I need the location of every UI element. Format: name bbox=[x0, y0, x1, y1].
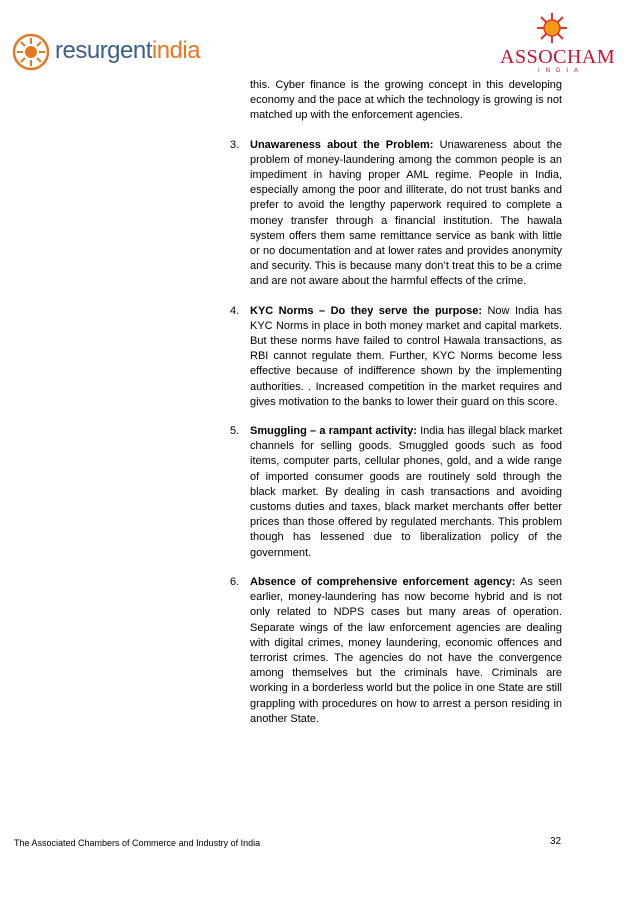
item-number: 6. bbox=[230, 575, 240, 588]
assocham-logo bbox=[500, 12, 626, 72]
item-body bbox=[250, 304, 562, 410]
list-item bbox=[230, 575, 562, 727]
item-text: Unawareness about the problem of money-laundering among the common people is an impediment in having proper AML regime. People in India, especially among the poor and illiterate, do not trust banks and prefer to avoid the lengthy paperwork required to complete a money transfer through a financial institution. The hawala system offers them same remittance service as bank with little or no documentation and at lower rates and provides anonymity and security. This is because many don’t treat this to be a crime and are not aware about the harmful effects of the crime. bbox=[250, 138, 562, 288]
sun-emblem-icon bbox=[12, 33, 50, 71]
assocham-subtitle: INDIA bbox=[538, 68, 585, 74]
intro-paragraph: this. Cyber finance is the growing concept in this developing economy and the pace at which the technology is growing is not matched up with the enforcement agencies. bbox=[250, 79, 562, 122]
item-heading: Smuggling – a rampant activity: bbox=[250, 425, 417, 438]
item-body bbox=[250, 138, 562, 290]
list-item bbox=[230, 138, 562, 290]
item-text: India has illegal black market channels for selling goods. Smuggled goods such as food items, computer parts, cellular phones, gold, and a wide range of imported consumer goods are routinely sold through the black market. By dealing in cash transactions and avoiding customs duties and taxes, black market merchants offer better prices than those offered by regulated merchants. This problem though has lessened due to liberalization policy of the government. bbox=[250, 425, 562, 559]
item-text: As seen earlier, money-laundering has now become hybrid and is not only related to NDPS cases but many areas of operation. Separate wings of the law enforcement agencies are dealing with digital crimes, money laundering, economic offences and terrorist crimes. The agencies do not have the convergence among themselves but the criminals have. Criminals are working in a borderless world but the police in one State are still grappling with procedures on how to arrest a person residing in another State. bbox=[250, 575, 562, 725]
item-number: 3. bbox=[230, 138, 240, 151]
list-item bbox=[230, 424, 562, 561]
item-heading: KYC Norms – Do they serve the purpose: bbox=[250, 304, 483, 317]
item-number: 5. bbox=[230, 425, 240, 438]
item-body bbox=[250, 575, 562, 727]
issues-list bbox=[230, 138, 562, 727]
item-heading: Absence of comprehensive enforcement agency: bbox=[250, 575, 516, 588]
item-text: Now India has KYC Norms in place in both money market and capital markets. But these norms have failed to control Hawala transactions, as RBI cannot regulate them. Further, KYC Norms become less effective because of indifference shown by the implementing authorities. . Increased competition in the market requires and gives motivation to the banks to lower their guard on this score. bbox=[250, 304, 562, 408]
item-body bbox=[250, 424, 562, 561]
item-number: 4. bbox=[230, 304, 240, 317]
brand-part1: resurgent bbox=[55, 37, 152, 64]
brand-part2: india bbox=[151, 37, 201, 64]
item-heading: Unawareness about the Problem: bbox=[250, 138, 434, 151]
list-item bbox=[230, 304, 562, 410]
page-number: 32 bbox=[550, 836, 562, 847]
sun-icon bbox=[536, 12, 568, 44]
footer-org-name: The Associated Chambers of Commerce and Industry of India bbox=[14, 838, 261, 848]
resurgentindia-logo bbox=[12, 33, 212, 73]
assocham-name: ASSOCHAM bbox=[500, 46, 616, 68]
page-body bbox=[230, 78, 562, 727]
brand-name bbox=[55, 37, 200, 65]
